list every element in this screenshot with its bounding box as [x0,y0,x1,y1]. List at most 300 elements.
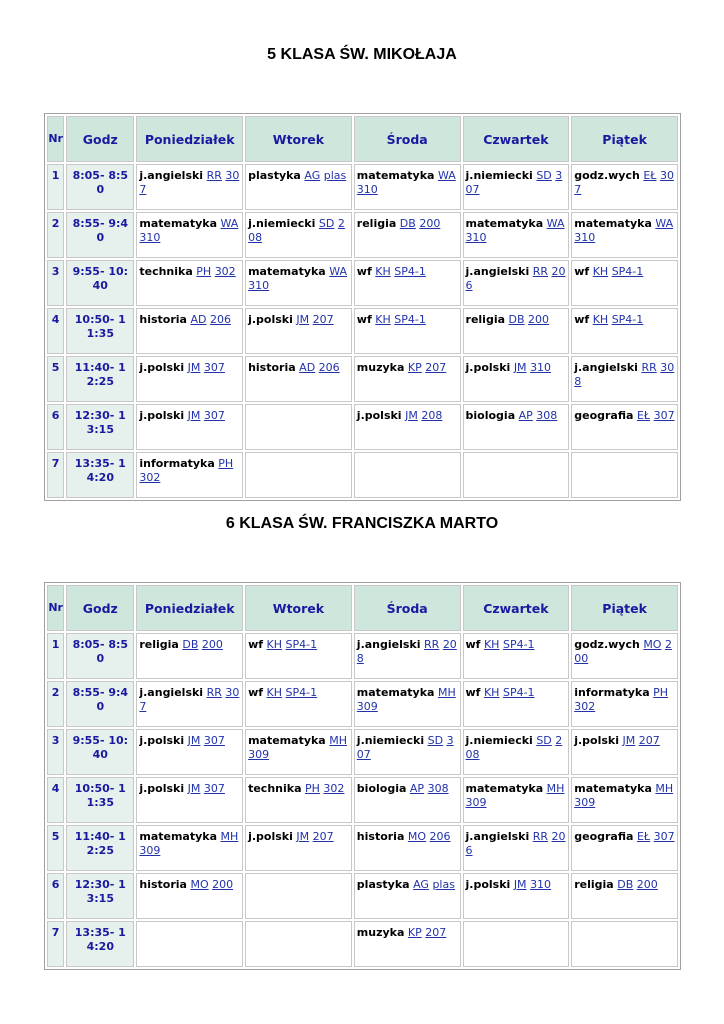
subject-name: historia [139,313,187,326]
lesson-cell [245,452,352,498]
teacher-link[interactable]: DB [508,313,525,326]
timetable-title-6: 6 KLASA ŚW. FRANCISZKA MARTO [225,515,499,532]
timetable-5 [44,113,681,501]
lesson-cell [245,260,352,306]
teacher-link[interactable]: WA [546,217,565,230]
header-sroda: Środa [354,116,461,162]
header-godz: Godz [66,585,134,631]
subject-name: j.polski [465,361,511,374]
room-link[interactable]: plas [432,878,455,891]
lesson-cell [571,212,678,258]
lesson-cell [354,212,461,258]
subject-name: muzyka [356,361,405,374]
header-poniedzialek: Poniedziałek [136,116,243,162]
room-link[interactable]: 307 [653,409,675,422]
lesson-cell [463,164,570,210]
lesson-time: 8:55- 9:40 [66,681,134,727]
header-sroda: Środa [354,585,461,631]
room-link[interactable]: 310 [248,279,270,292]
teacher-link[interactable]: SD [427,734,444,747]
lesson-cell [136,729,243,775]
table-row [47,260,678,306]
timetable-title-5: 5 KLASA ŚW. MIKOŁAJA [267,46,457,63]
teacher-link[interactable]: PH [218,457,234,470]
teacher-link[interactable]: JM [622,734,636,747]
lesson-cell [245,404,352,450]
teacher-link[interactable]: KP [407,926,422,939]
subject-name: godz.wych [574,169,640,182]
table-row [47,921,678,967]
lesson-number: 7 [47,452,64,498]
lesson-cell [571,452,678,498]
lesson-cell [571,356,678,402]
room-link[interactable]: 309 [139,844,161,857]
lesson-cell [354,777,461,823]
room-link[interactable]: 307 [139,686,240,713]
subject-name: j.polski [356,409,402,422]
lesson-cell [571,633,678,679]
room-link[interactable]: 309 [248,748,270,761]
teacher-link[interactable]: JM [187,782,201,795]
room-link[interactable]: 200 [574,638,672,665]
header-piatek: Piątek [571,116,678,162]
room-link[interactable]: 310 [465,231,487,244]
teacher-link[interactable]: JM [187,409,201,422]
teacher-link[interactable]: PH [305,782,320,795]
lesson-cell [354,308,461,354]
subject-name: biologia [356,782,407,795]
lesson-cell [136,825,243,871]
subject-name: j.angielski [574,361,638,374]
teacher-link[interactable]: KH [266,638,283,651]
lesson-number: 1 [47,633,64,679]
subject-name: technika [139,265,193,278]
room-link[interactable]: 200 [212,878,234,891]
room-link[interactable]: 206 [209,313,231,326]
room-link[interactable]: 307 [203,782,225,795]
header-wtorek: Wtorek [245,116,352,162]
subject-name: matematyka [248,734,326,747]
room-link[interactable]: 310 [530,878,552,891]
lesson-number: 3 [47,260,64,306]
lesson-time: 10:50- 11:35 [66,308,134,354]
subject-name: historia [356,830,405,843]
subject-name: informatyka [139,457,215,470]
teacher-link[interactable]: RR [641,361,657,374]
lesson-time: 12:30- 13:15 [66,404,134,450]
room-link[interactable]: 207 [425,361,447,374]
lesson-cell [354,825,461,871]
table-row [47,633,678,679]
lesson-cell [463,873,570,919]
lesson-time: 12:30- 13:15 [66,873,134,919]
room-link[interactable]: 307 [203,734,225,747]
subject-name: j.angielski [465,265,530,278]
teacher-link[interactable]: DB [399,217,416,230]
room-link[interactable]: 206 [465,830,566,857]
room-link[interactable]: 308 [427,782,449,795]
room-link[interactable]: 302 [574,700,596,713]
subject-name: muzyka [356,926,405,939]
table-row [47,452,678,498]
room-link[interactable]: 200 [636,878,658,891]
lesson-cell [354,873,461,919]
room-link[interactable]: 309 [465,796,487,809]
teacher-link[interactable]: AG [304,169,321,182]
room-link[interactable]: SP4-1 [394,265,426,278]
lesson-cell [354,164,461,210]
room-link[interactable]: 302 [214,265,236,278]
subject-name: matematyka [356,169,435,182]
lesson-number: 6 [47,404,64,450]
room-link[interactable]: 309 [356,700,378,713]
teacher-link[interactable]: KH [592,265,609,278]
subject-name: religia [465,313,506,326]
subject-name: wf [574,265,590,278]
teacher-link[interactable]: KP [407,361,422,374]
teacher-link[interactable]: JM [296,830,310,843]
lesson-time: 13:35- 14:20 [66,921,134,967]
lesson-cell [245,308,352,354]
subject-name: wf [248,638,264,651]
timetable-6 [44,582,681,970]
lesson-cell [354,921,461,967]
room-link[interactable]: 310 [356,183,378,196]
subject-name: j.niemiecki [248,217,316,230]
teacher-link[interactable]: AP [409,782,425,795]
room-link[interactable]: SP4-1 [502,686,535,699]
subject-name: j.polski [248,313,293,326]
lesson-time: 10:50- 11:35 [66,777,134,823]
lesson-cell [571,729,678,775]
teacher-link[interactable]: PH [653,686,669,699]
teacher-link[interactable]: RR [532,830,549,843]
room-link[interactable]: 307 [356,734,454,761]
lesson-number: 5 [47,825,64,871]
subject-name: biologia [465,409,516,422]
lesson-cell [463,308,570,354]
room-link[interactable]: plas [323,169,347,182]
lesson-cell [571,164,678,210]
room-link[interactable]: 208 [465,734,563,761]
lesson-cell [354,356,461,402]
header-poniedzialek: Poniedziałek [136,585,243,631]
lesson-cell [354,729,461,775]
room-link[interactable]: 307 [203,409,225,422]
lesson-cell [136,452,243,498]
subject-name: matematyka [139,830,218,843]
lesson-cell [245,777,352,823]
lesson-cell [571,681,678,727]
teacher-link[interactable]: WA [220,217,239,230]
lesson-cell [571,404,678,450]
room-link[interactable]: SP4-1 [285,686,318,699]
teacher-link[interactable]: RR [206,686,222,699]
header-piatek: Piątek [571,585,678,631]
teacher-link[interactable]: JM [187,734,201,747]
lesson-cell [136,873,243,919]
room-link[interactable]: 309 [574,796,596,809]
teacher-link[interactable]: WA [655,217,674,230]
subject-name: religia [356,217,397,230]
lesson-number: 2 [47,212,64,258]
lesson-cell [463,404,570,450]
lesson-cell [571,308,678,354]
room-link[interactable]: 206 [318,361,340,374]
lesson-cell [354,633,461,679]
subject-name: j.polski [139,361,185,374]
teacher-link[interactable]: AP [518,409,533,422]
subject-name: matematyka [465,217,544,230]
table-row [47,356,678,402]
room-link[interactable]: 200 [528,313,550,326]
teacher-link[interactable]: WA [329,265,348,278]
lesson-cell [136,164,243,210]
subject-name: matematyka [574,217,652,230]
header-czwartek: Czwartek [463,116,570,162]
table-row [47,404,678,450]
subject-name: religia [139,638,179,651]
room-link[interactable]: 200 [419,217,441,230]
room-link[interactable]: SP4-1 [285,638,318,651]
room-link[interactable]: SP4-1 [502,638,535,651]
room-link[interactable]: 200 [201,638,223,651]
lesson-time: 13:35- 14:20 [66,452,134,498]
teacher-link[interactable]: EŁ [636,830,651,843]
teacher-link[interactable]: KH [375,265,391,278]
lesson-number: 7 [47,921,64,967]
lesson-cell [245,212,352,258]
lesson-number: 4 [47,308,64,354]
room-link[interactable]: 310 [530,361,552,374]
header-wtorek: Wtorek [245,585,352,631]
teacher-link[interactable]: KH [375,313,391,326]
table-row [47,729,678,775]
lesson-cell [136,212,243,258]
teacher-link[interactable]: JM [513,878,527,891]
lesson-number: 2 [47,681,64,727]
subject-name: j.niemiecki [465,169,533,182]
subject-name: wf [356,313,372,326]
teacher-link[interactable]: MH [220,830,239,843]
lesson-number: 3 [47,729,64,775]
lesson-cell [571,921,678,967]
lesson-cell [245,873,352,919]
teacher-link[interactable]: MH [655,782,674,795]
subject-name: technika [248,782,302,795]
lesson-cell [136,921,243,967]
room-link[interactable]: 207 [638,734,660,747]
subject-name: plastyka [356,878,410,891]
room-link[interactable]: 307 [203,361,225,374]
lesson-cell [136,260,243,306]
room-link[interactable]: 307 [653,830,675,843]
room-link[interactable]: SP4-1 [611,265,644,278]
subject-name: j.niemiecki [356,734,425,747]
lesson-cell [245,921,352,967]
teacher-link[interactable]: PH [196,265,212,278]
teacher-link[interactable]: SD [536,169,552,182]
header-czwartek: Czwartek [463,585,570,631]
subject-name: j.niemiecki [465,734,533,747]
table-row [47,873,678,919]
lesson-number: 4 [47,777,64,823]
subject-name: j.polski [139,782,185,795]
subject-name: matematyka [356,686,435,699]
lesson-cell [354,404,461,450]
lesson-cell [136,681,243,727]
room-link[interactable]: 208 [421,409,443,422]
teacher-link[interactable]: MO [643,638,662,651]
teacher-link[interactable]: RR [532,265,549,278]
header-nr: Nr [47,116,64,162]
subject-name: j.angielski [465,830,530,843]
table-row [47,164,678,210]
teacher-link[interactable]: MH [437,686,456,699]
teacher-link[interactable]: DB [617,878,634,891]
lesson-cell [463,777,570,823]
lesson-time: 9:55- 10:40 [66,729,134,775]
teacher-link[interactable]: RR [424,638,440,651]
room-link[interactable]: 206 [429,830,451,843]
room-link[interactable]: 307 [574,169,674,196]
teacher-link[interactable]: KH [483,638,500,651]
lesson-cell [571,777,678,823]
subject-name: matematyka [139,217,218,230]
teacher-link[interactable]: EŁ [636,409,651,422]
subject-name: j.polski [248,830,293,843]
teacher-link[interactable]: AD [190,313,207,326]
teacher-link[interactable]: EŁ [643,169,657,182]
room-link[interactable]: 302 [323,782,345,795]
room-link[interactable]: 310 [139,231,161,244]
room-link[interactable]: 310 [574,231,596,244]
header-row [47,585,678,631]
room-link[interactable]: 307 [465,169,563,196]
subject-name: j.polski [465,878,511,891]
subject-name: religia [574,878,614,891]
table-row [47,308,678,354]
room-link[interactable]: 206 [465,265,566,292]
subject-name: wf [356,265,372,278]
lesson-cell [463,633,570,679]
lesson-time: 11:40- 12:25 [66,825,134,871]
lesson-cell [463,825,570,871]
lesson-time: 11:40- 12:25 [66,356,134,402]
lesson-cell [463,921,570,967]
subject-name: godz.wych [574,638,640,651]
lesson-number: 5 [47,356,64,402]
teacher-link[interactable]: KH [592,313,609,326]
teacher-link[interactable]: SD [536,734,552,747]
subject-name: j.polski [574,734,620,747]
room-link[interactable]: SP4-1 [611,313,644,326]
teacher-link[interactable]: MO [190,878,209,891]
teacher-link[interactable]: JM [405,409,418,422]
subject-name: wf [465,638,481,651]
subject-name: j.angielski [356,638,421,651]
lesson-cell [571,873,678,919]
teacher-link[interactable]: KH [483,686,500,699]
room-link[interactable]: 308 [574,361,675,388]
lesson-cell [245,681,352,727]
teacher-link[interactable]: MH [329,734,347,747]
lesson-number: 1 [47,164,64,210]
teacher-link[interactable]: JM [187,361,201,374]
lesson-cell [136,356,243,402]
subject-name: matematyka [574,782,652,795]
teacher-link[interactable]: KH [266,686,283,699]
room-link[interactable]: 207 [425,926,447,939]
room-link[interactable]: 208 [356,638,457,665]
lesson-cell [245,729,352,775]
subject-name: j.polski [139,734,185,747]
teacher-link[interactable]: AD [299,361,316,374]
lesson-cell [245,164,352,210]
teacher-link[interactable]: WA [437,169,456,182]
lesson-cell [463,356,570,402]
subject-name: j.polski [139,409,185,422]
teacher-link[interactable]: SD [318,217,335,230]
lesson-cell [245,633,352,679]
teacher-link[interactable]: RR [206,169,222,182]
subject-name: historia [139,878,187,891]
room-link[interactable]: 307 [139,169,240,196]
room-link[interactable]: 207 [312,830,334,843]
subject-name: informatyka [574,686,650,699]
table-row [47,681,678,727]
lesson-cell [136,633,243,679]
teacher-link[interactable]: JM [513,361,527,374]
room-link[interactable]: 208 [248,217,345,244]
teacher-link[interactable]: MH [546,782,565,795]
timetable-body [47,164,678,498]
lesson-cell [463,681,570,727]
lesson-cell [245,825,352,871]
table-row [47,777,678,823]
teacher-link[interactable]: AG [413,878,429,891]
lesson-time: 8:05- 8:50 [66,633,134,679]
header-godz: Godz [66,116,134,162]
table-row [47,825,678,871]
teacher-link[interactable]: JM [296,313,310,326]
room-link[interactable]: SP4-1 [394,313,426,326]
subject-name: historia [248,361,296,374]
room-link[interactable]: 207 [312,313,334,326]
subject-name: matematyka [465,782,544,795]
lesson-cell [463,260,570,306]
lesson-cell [136,404,243,450]
room-link[interactable]: 308 [536,409,558,422]
room-link[interactable]: 302 [139,471,161,484]
header-nr: Nr [47,585,64,631]
subject-name: matematyka [248,265,326,278]
teacher-link[interactable]: MO [407,830,427,843]
lesson-cell [354,452,461,498]
subject-name: j.angielski [139,686,204,699]
lesson-time: 8:55- 9:40 [66,212,134,258]
lesson-cell [354,260,461,306]
table-row [47,212,678,258]
subject-name: j.angielski [139,169,204,182]
lesson-cell [463,212,570,258]
lesson-cell [463,729,570,775]
header-row [47,116,678,162]
subject-name: plastyka [248,169,301,182]
teacher-link[interactable]: DB [182,638,199,651]
lesson-cell [245,356,352,402]
subject-name: wf [574,313,590,326]
